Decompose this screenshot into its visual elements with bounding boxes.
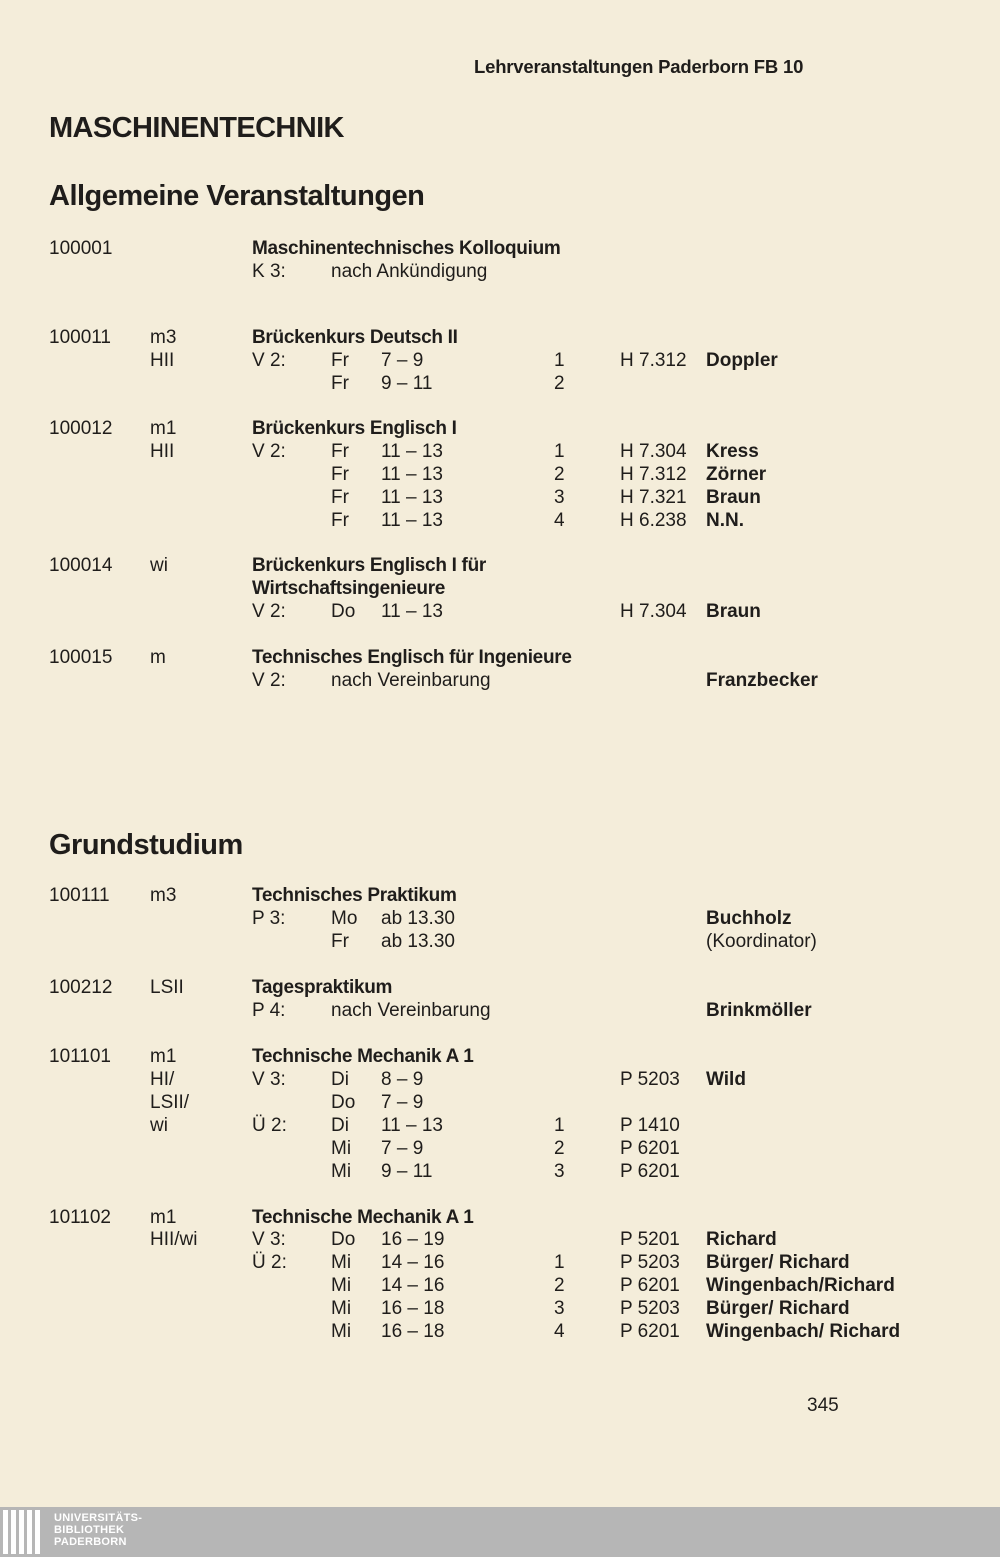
lecturer: Wild <box>706 1069 746 1090</box>
schedule-time: 16 – 19 <box>381 1229 445 1250</box>
course-tag: wi <box>150 1115 168 1136</box>
course-title: Technische Mechanik A 1 <box>252 1046 474 1067</box>
group-number: 2 <box>554 1275 565 1296</box>
room: P 6201 <box>620 1161 680 1182</box>
schedule-row <box>0 509 1000 532</box>
schedule-time: 7 – 9 <box>381 1138 424 1159</box>
page-number: 345 <box>807 1395 839 1416</box>
schedule-day: Fr <box>331 487 349 508</box>
course-type: V 2: <box>252 601 286 622</box>
lecturer: Braun <box>706 601 761 622</box>
schedule-time: 9 – 11 <box>381 1161 433 1182</box>
schedule-row <box>0 1160 1000 1183</box>
course-type: Ü 2: <box>252 1115 287 1136</box>
lecturer: Wingenbach/Richard <box>706 1275 895 1296</box>
schedule-day: Mi <box>331 1161 352 1182</box>
library-logo-line1: UNIVERSITÄTS- <box>54 1512 143 1524</box>
course-title-continued <box>0 577 1000 600</box>
lecturer: Wingenbach/ Richard <box>706 1321 901 1342</box>
schedule-row <box>0 1068 1000 1091</box>
room: H 7.312 <box>620 350 687 371</box>
schedule-time: 11 – 13 <box>381 487 443 508</box>
lecturer: Doppler <box>706 350 778 371</box>
group-number: 3 <box>554 1161 565 1182</box>
schedule-time: ab 13.30 <box>381 931 455 952</box>
course-title: Technische Mechanik A 1 <box>252 1207 474 1228</box>
lecturer-role: (Koordinator) <box>706 931 817 952</box>
schedule-day: Fr <box>331 464 349 485</box>
course-code: 100001 <box>49 238 113 259</box>
schedule-time: 14 – 16 <box>381 1275 445 1296</box>
library-footer-bar <box>0 1507 1000 1557</box>
library-logo-line2: BIBLIOTHEK <box>54 1524 125 1536</box>
room: P 5203 <box>620 1252 680 1273</box>
schedule-row <box>0 669 1000 692</box>
schedule-time: 11 – 13 <box>381 464 443 485</box>
course-code: 100011 <box>49 327 111 348</box>
course-tag: HII/wi <box>150 1229 198 1250</box>
lecturer: Bürger/ Richard <box>706 1298 850 1319</box>
schedule-row <box>0 999 1000 1022</box>
running-header: Lehrveranstaltungen Paderborn FB 10 <box>474 56 804 77</box>
course-tag: m1 <box>150 1046 177 1067</box>
schedule-time: 11 – 13 <box>381 510 443 531</box>
course-row <box>0 646 1000 669</box>
course-title: Technisches Englisch für Ingenieure <box>252 647 572 668</box>
course-code: 100212 <box>49 977 113 998</box>
course-row <box>0 1206 1000 1229</box>
schedule-day: Fr <box>331 510 349 531</box>
schedule-day: Fr <box>331 373 349 394</box>
page-title: MASCHINENTECHNIK <box>49 112 344 144</box>
schedule-day: Do <box>331 1092 356 1113</box>
group-number: 2 <box>554 464 565 485</box>
schedule-time: 7 – 9 <box>381 1092 424 1113</box>
schedule-day: Di <box>331 1069 349 1090</box>
course-tag: LSII <box>150 977 184 998</box>
schedule-row <box>0 1320 1000 1343</box>
library-logo-line3: PADERBORN <box>54 1536 127 1548</box>
schedule-row <box>0 930 1000 953</box>
schedule-row <box>0 349 1000 372</box>
schedule-row <box>0 440 1000 463</box>
course-row <box>0 1045 1000 1068</box>
schedule-row <box>0 1228 1000 1251</box>
group-number: 4 <box>554 510 565 531</box>
room: P 1410 <box>620 1115 680 1136</box>
course-type: Ü 2: <box>252 1252 287 1273</box>
schedule-time: ab 13.30 <box>381 908 455 929</box>
group-number: 1 <box>554 1115 565 1136</box>
course-title-line2: Wirtschaftsingenieure <box>252 578 446 599</box>
schedule-day: Di <box>331 1115 349 1136</box>
group-number: 3 <box>554 487 565 508</box>
course-type: V 2: <box>252 670 286 691</box>
course-code: 101102 <box>49 1207 111 1228</box>
course-row <box>0 884 1000 907</box>
room: P 5201 <box>620 1229 680 1250</box>
section-heading-grundstudium: Grundstudium <box>49 829 243 861</box>
schedule-day: Fr <box>331 931 349 952</box>
lecturer: N.N. <box>706 510 744 531</box>
schedule-row <box>0 486 1000 509</box>
course-tag: HI/ <box>150 1069 175 1090</box>
course-tag: m <box>150 647 166 668</box>
course-type: P 4: <box>252 1000 286 1021</box>
course-title: Brückenkurs Englisch I für <box>252 555 486 576</box>
course-type: K 3: <box>252 261 286 282</box>
room: H 7.312 <box>620 464 687 485</box>
course-tag: HII <box>150 350 175 371</box>
schedule-day: Fr <box>331 350 349 371</box>
course-code: 100015 <box>49 647 113 668</box>
schedule-note: nach Vereinbarung <box>331 1000 491 1021</box>
schedule-time: 16 – 18 <box>381 1298 445 1319</box>
course-code: 101101 <box>49 1046 111 1067</box>
lecturer: Richard <box>706 1229 777 1250</box>
course-type: V 2: <box>252 441 286 462</box>
course-tag: m3 <box>150 885 177 906</box>
room: P 6201 <box>620 1321 680 1342</box>
schedule-time: 16 – 18 <box>381 1321 445 1342</box>
schedule-note: nach Ankündigung <box>331 261 488 282</box>
schedule-time: 14 – 16 <box>381 1252 445 1273</box>
course-tag: LSII/ <box>150 1092 190 1113</box>
lecturer: Zörner <box>706 464 767 485</box>
group-number: 3 <box>554 1298 565 1319</box>
room: H 6.238 <box>620 510 687 531</box>
group-number: 4 <box>554 1321 565 1342</box>
room: H 7.304 <box>620 601 687 622</box>
course-code: 100111 <box>49 885 110 906</box>
section-heading-allgemein: Allgemeine Veranstaltungen <box>49 180 425 212</box>
lecturer: Bürger/ Richard <box>706 1252 850 1273</box>
schedule-note: nach Vereinbarung <box>331 670 491 691</box>
schedule-time: 8 – 9 <box>381 1069 424 1090</box>
schedule-time: 7 – 9 <box>381 350 424 371</box>
schedule-row <box>0 372 1000 395</box>
library-logo-text <box>54 1512 142 1548</box>
library-logo-icon <box>3 1510 47 1554</box>
schedule-day: Do <box>331 1229 356 1250</box>
course-code: 100014 <box>49 555 113 576</box>
schedule-day: Mo <box>331 908 358 929</box>
course-tag: HII <box>150 441 175 462</box>
room: P 5203 <box>620 1069 680 1090</box>
schedule-day: Mi <box>331 1321 352 1342</box>
schedule-time: 9 – 11 <box>381 373 433 394</box>
course-row <box>0 417 1000 440</box>
course-row <box>0 554 1000 577</box>
course-row <box>0 237 1000 260</box>
schedule-time: 11 – 13 <box>381 441 443 462</box>
schedule-row <box>0 1251 1000 1274</box>
schedule-day: Fr <box>331 441 349 462</box>
schedule-row <box>0 1091 1000 1114</box>
schedule-row <box>0 600 1000 623</box>
lecturer: Buchholz <box>706 908 792 929</box>
schedule-row <box>0 1297 1000 1320</box>
room: H 7.321 <box>620 487 687 508</box>
group-number: 1 <box>554 350 565 371</box>
group-number: 1 <box>554 1252 565 1273</box>
course-type: V 2: <box>252 350 286 371</box>
schedule-row <box>0 907 1000 930</box>
lecturer: Franzbecker <box>706 670 818 691</box>
schedule-row <box>0 260 1000 283</box>
schedule-row <box>0 1137 1000 1160</box>
course-row <box>0 976 1000 999</box>
schedule-day: Mi <box>331 1138 352 1159</box>
course-type: V 3: <box>252 1229 286 1250</box>
schedule-day: Mi <box>331 1298 352 1319</box>
course-tag: m3 <box>150 327 177 348</box>
lecturer: Brinkmöller <box>706 1000 812 1021</box>
group-number: 1 <box>554 441 565 462</box>
schedule-row <box>0 463 1000 486</box>
lecturer: Braun <box>706 487 761 508</box>
group-number: 2 <box>554 1138 565 1159</box>
room: H 7.304 <box>620 441 687 462</box>
course-tag: m1 <box>150 418 177 439</box>
course-type: V 3: <box>252 1069 286 1090</box>
room: P 5203 <box>620 1298 680 1319</box>
schedule-day: Mi <box>331 1275 352 1296</box>
lecturer: Kress <box>706 441 759 462</box>
course-row <box>0 326 1000 349</box>
schedule-time: 11 – 13 <box>381 1115 443 1136</box>
schedule-time: 11 – 13 <box>381 601 443 622</box>
course-tag: wi <box>150 555 168 576</box>
room: P 6201 <box>620 1275 680 1296</box>
schedule-row <box>0 1274 1000 1297</box>
room: P 6201 <box>620 1138 680 1159</box>
course-code: 100012 <box>49 418 113 439</box>
course-title: Brückenkurs Englisch I <box>252 418 457 439</box>
schedule-row <box>0 1114 1000 1137</box>
schedule-day: Mi <box>331 1252 352 1273</box>
course-type: P 3: <box>252 908 286 929</box>
course-title: Brückenkurs Deutsch II <box>252 327 458 348</box>
group-number: 2 <box>554 373 565 394</box>
schedule-day: Do <box>331 601 356 622</box>
course-title: Tagespraktikum <box>252 977 393 998</box>
course-tag: m1 <box>150 1207 177 1228</box>
course-title: Technisches Praktikum <box>252 885 457 906</box>
course-title: Maschinentechnisches Kolloquium <box>252 238 561 259</box>
